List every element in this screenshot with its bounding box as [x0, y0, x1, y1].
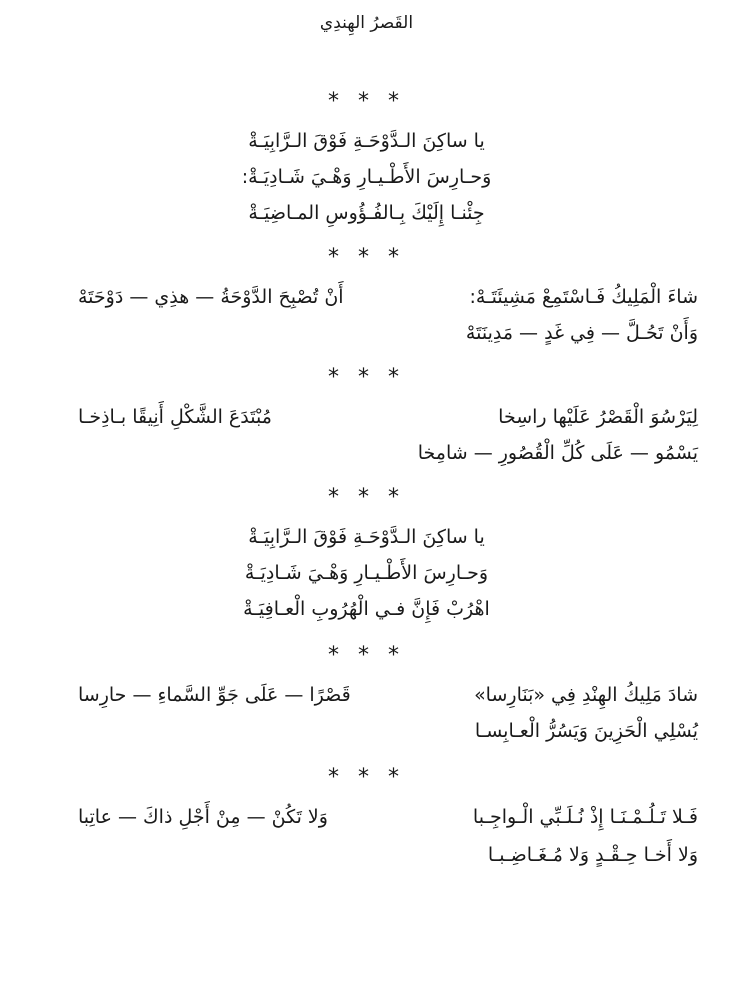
- stanza3-line2: يَسْمُو — عَلَى كُلِّ الْقُصُورِ — شامِخا: [417, 442, 698, 464]
- stanza2-line1: [78, 280, 698, 314]
- stanza1-line1: يا ساكِنَ الـدَّوْحَـةِ فَوْقَ الـرَّابِيَـةْ: [248, 130, 485, 152]
- stanza4-line1: يا ساكِنَ الـدَّوْحَـةِ فَوْقَ الـرَّابِيَـةْ: [248, 526, 485, 548]
- separator: * * *: [328, 765, 405, 790]
- separator: * * *: [328, 89, 405, 114]
- stanza5-line2: يُسْلِي الْحَزِينَ وَيَسُرُّ الْعـابِسـا: [474, 720, 698, 742]
- stanza3-hemistich-1: لِيَرْسُوَ الْقَصْرُ عَلَيْها راسِخا: [498, 406, 698, 428]
- stanza5-line1: [78, 678, 698, 712]
- stanza4-line2: وَحـارِسَ الأَطْـيـارِ وَهْـيَ شَـادِيَـةْ: [244, 562, 489, 584]
- stanza6-line2: وَلا أَخـا حِـقْـدٍ وَلا مُـغَـاضِـبـا: [487, 844, 698, 866]
- stanza1-line3: جِئْنـا إِلَيْكَ بِـالفُـؤُوسِ المـاضِيَـةْ: [248, 202, 485, 224]
- stanza5-hemistich-1: شادَ مَلِيكُ الهِنْدِ فِي «بَنَارِسا»: [474, 684, 698, 706]
- stanza6-line1: [78, 800, 698, 834]
- separator: * * *: [328, 643, 405, 668]
- separator: * * *: [328, 485, 405, 510]
- stanza4-line3: اهْرُبْ فَإِنَّ فـي الْهُرُوبِ الْعـافِيَـةْ: [243, 598, 490, 620]
- page-title: القَصرُ الهِندِي: [319, 13, 414, 33]
- stanza3-hemistich-2: مُبْتَدَعَ الشَّكْلِ أَنِيقًا بـاذِخـا: [78, 406, 272, 428]
- stanza1-line2: وَحـارِسَ الأَطْـيـارِ وَهْـيَ شَـادِيَـةْ:: [241, 166, 492, 188]
- stanza2-hemistich-1: شاءَ الْمَلِيكُ فَـاسْتَمِعْ مَشِيئَتَـهْ:: [469, 286, 698, 308]
- stanza3-line1: [78, 400, 698, 434]
- separator: * * *: [328, 365, 405, 390]
- stanza2-line2: وَأَنْ تَحُـلَّ — فِي غَدٍ — مَدِينَتَهْ: [465, 322, 698, 344]
- separator: * * *: [328, 245, 405, 270]
- stanza5-hemistich-2: قَصْرًا — عَلَى جَوِّ السَّماءِ — حارِسا: [78, 684, 351, 706]
- stanza6-hemistich-2: وَلا تَكُنْ — مِنْ أَجْلِ ذاكَ — عاتِبا: [78, 806, 328, 828]
- stanza6-hemistich-1: فَـلا تَـلُـمْـنَـا إِذْ نُـلَـبِّي الْـواجِـبا: [472, 806, 698, 828]
- stanza2-hemistich-2: أَنْ تُصْبِحَ الدَّوْحَةُ — هذِي — دَوْحَتَهْ: [78, 286, 344, 308]
